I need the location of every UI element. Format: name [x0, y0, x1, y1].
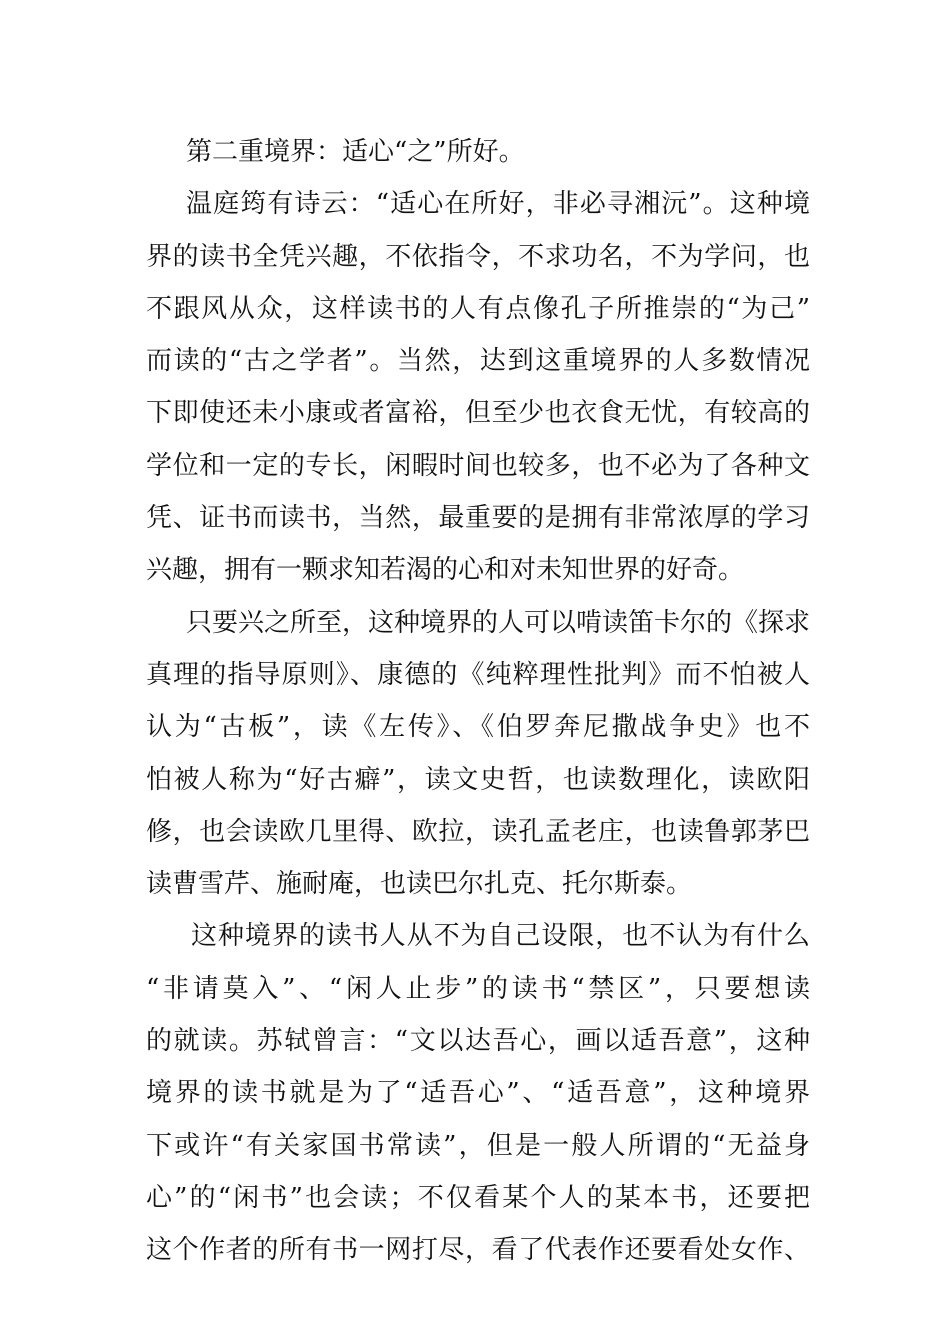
paragraph-line: 第二重境界：适心“之”所好。: [186, 137, 525, 167]
paragraph-line: 这个作者的所有书一网打尽，看了代表作还要看处女作、: [146, 1235, 810, 1266]
paragraph-line: “非请莫入”、“闲人止步”的读书“禁区”，只要想读: [146, 973, 810, 1004]
paragraph-line: 界的读书全凭兴趣，不依指令，不求功名，不为学问，也: [146, 241, 810, 272]
paragraph-line: 只要兴之所至，这种境界的人可以啃读笛卡尔的《探求: [186, 607, 811, 638]
paragraph-line: 读曹雪芹、施耐庵，也读巴尔扎克、托尔斯泰。: [146, 869, 693, 900]
paragraph-line: 修，也会读欧几里得、欧拉，读孔孟老庄，也读鲁郭茅巴: [146, 816, 810, 847]
paragraph-line: 不跟风从众，这样读书的人有点像孔子所推崇的“为己”: [146, 293, 810, 324]
paragraph-line: 心”的“闲书”也会读；不仅看某个人的某本书，还要把: [146, 1182, 810, 1213]
paragraph-line: 认为“古板”，读《左传》、《伯罗奔尼撒战争史》也不: [146, 712, 810, 743]
paragraph-line: 而读的“古之学者”。当然，达到这重境界的人多数情况: [146, 346, 810, 377]
paragraph-line: 下或许“有关家国书常读”，但是一般人所谓的“无益身: [146, 1130, 810, 1161]
paragraph-line: 的就读。苏轼曾言：“文以达吾心，画以适吾意”，这种: [146, 1026, 810, 1057]
paragraph: [146, 178, 810, 596]
paragraph-line: 温庭筠有诗云：“适心在所好，非必寻湘沅”。这种境: [186, 189, 810, 220]
paragraph-line: 这种境界的读书人从不为自己设限，也不认为有什么: [191, 921, 810, 952]
paragraph-line: 怕被人称为“好古癖”，读文史哲，也读数理化，读欧阳: [146, 764, 810, 795]
paragraph: [146, 910, 810, 1276]
paragraph: [146, 597, 810, 911]
paragraph-line: 境界的读书就是为了“适吾心”、“适吾意”，这种境界: [146, 1078, 810, 1109]
paragraph-line: 真理的指导原则》、康德的《纯粹理性批判》而不怕被人: [146, 659, 810, 690]
paragraph-line: 学位和一定的专长，闲暇时间也较多，也不必为了各种文: [146, 450, 810, 481]
paragraph-line: 兴趣，拥有一颗求知若渴的心和对未知世界的好奇。: [146, 555, 745, 586]
document-body: [146, 126, 810, 1277]
paragraph-line: 凭、证书而读书，当然，最重要的是拥有非常浓厚的学习: [146, 503, 810, 534]
paragraph: [146, 126, 810, 178]
paragraph-line: 下即使还未小康或者富裕，但至少也衣食无忧，有较高的: [146, 398, 810, 429]
